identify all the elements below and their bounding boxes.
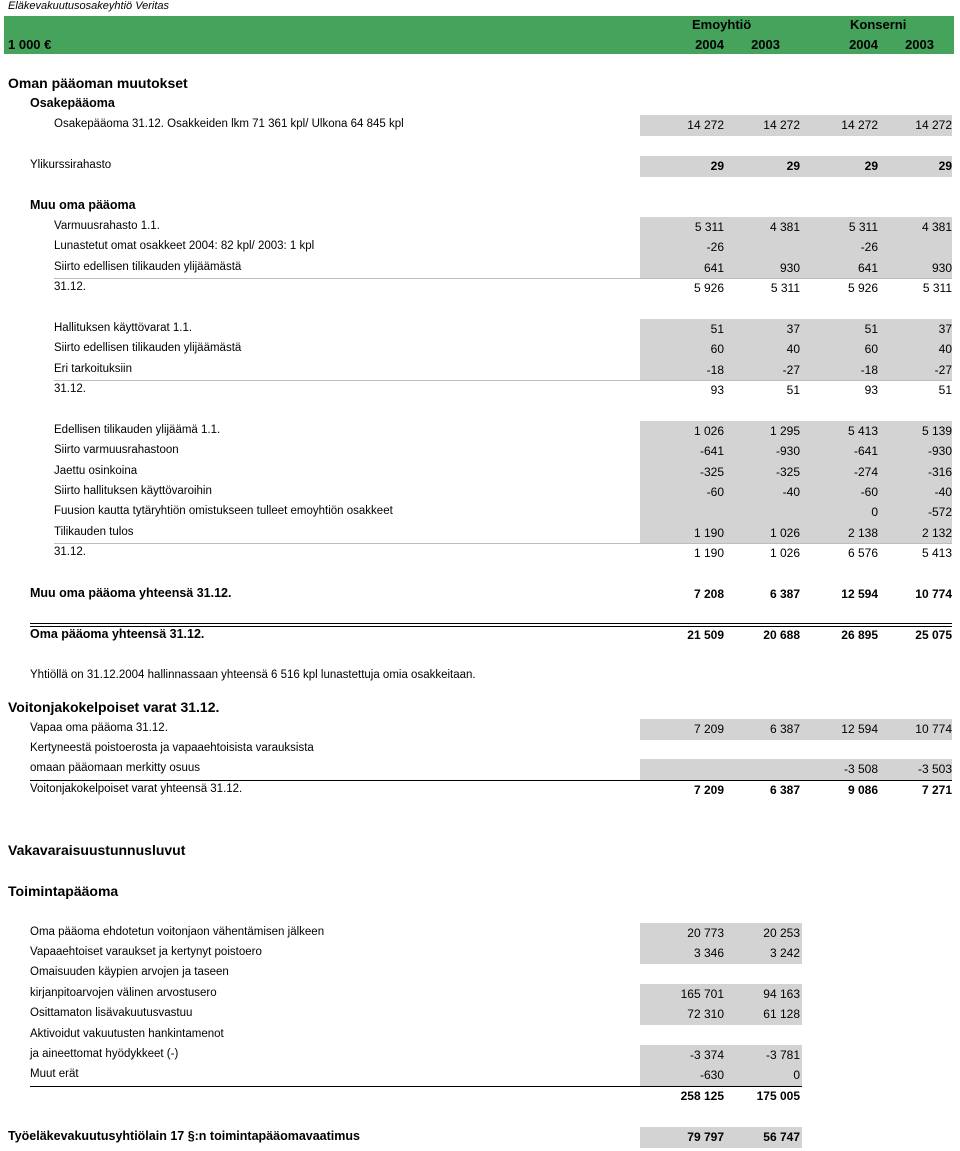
cell-value: -60 (706, 485, 724, 499)
cell-value: -572 (927, 505, 952, 520)
cell-value: -641 (699, 444, 724, 459)
subsection-label: Osakepääoma (30, 96, 115, 111)
row-label: Ylikurssirahasto (30, 158, 112, 171)
cell-value: 94 163 (763, 986, 800, 1001)
cell-value: 37 (938, 321, 952, 336)
header-group-band (4, 16, 954, 36)
subsection-label: Muu oma pääoma yhteensä 31.12. (30, 586, 232, 600)
cell-value: 20 253 (763, 925, 800, 940)
cell-value: 0 (871, 505, 878, 520)
cell-value: -930 (927, 444, 952, 459)
row-label: 31.12. (54, 281, 86, 293)
cell-value: 29 (864, 158, 878, 173)
row-label: Omaisuuden käypien arvojen ja taseen (30, 966, 229, 979)
table-row (0, 780, 960, 801)
cell-value: 26 895 (841, 627, 878, 642)
table-row (0, 196, 960, 217)
row-label: Osakepääoma 31.12. Osakkeiden lkm 71 361 kpl/ Ulkona 64 845 kpl (54, 117, 404, 130)
cell-value: -641 (853, 444, 878, 459)
subsection-label: Oma pääoma yhteensä 31.12. (30, 626, 205, 641)
cell-value: 14 272 (687, 117, 724, 132)
table-row (0, 380, 960, 401)
cell-value: 3 346 (693, 946, 724, 961)
row-label: Fuusion kautta tytäryhtiön omistukseen tulleet emoyhtiön osakkeet (54, 505, 393, 518)
table-row (0, 841, 960, 862)
row-label: 31.12. (54, 383, 86, 395)
table-row (0, 719, 960, 740)
cell-value: -3 781 (765, 1048, 800, 1063)
cell-value: 6 387 (769, 721, 800, 736)
row-label: Eri tarkoituksiin (54, 362, 132, 375)
cell-value: 641 (703, 260, 724, 275)
cell-value: -26 (706, 240, 724, 255)
cell-value: 1 295 (769, 423, 800, 438)
table-row (0, 963, 960, 984)
subsection-label: Työeläkevakuutusyhtiölain 17 §:n toimintapääomavaatimus (8, 1128, 360, 1143)
row-label: Varmuusrahasto 1.1. (54, 219, 160, 232)
company-name: Eläkevakuutusosakeyhtiö Veritas (8, 0, 170, 12)
value-shade (640, 759, 952, 780)
row-label: ja aineettomat hyödykkeet (-) (30, 1048, 179, 1061)
table-row (0, 739, 960, 760)
cell-value: 2 132 (921, 525, 952, 540)
cell-value: -27 (782, 362, 800, 377)
table-row (0, 115, 960, 136)
cell-value: 4 381 (921, 219, 952, 234)
cell-value: 40 (786, 342, 800, 357)
row-label: Hallituksen käyttövarat 1.1. (54, 321, 193, 334)
table-row (0, 943, 960, 964)
row-label: Vapaaehtoiset varaukset ja kertynyt poistoero (30, 946, 262, 959)
section-heading: Toimintapääoma (8, 882, 119, 899)
cell-value: 5 926 (847, 281, 878, 295)
cell-value: 1 026 (769, 546, 800, 561)
cell-value: 6 387 (769, 782, 800, 797)
cell-value: -316 (927, 464, 952, 479)
cell-value: 5 311 (848, 219, 878, 234)
cell-value: 7 208 (693, 587, 724, 601)
cell-value: -3 374 (689, 1048, 724, 1063)
value-shade (640, 237, 952, 258)
cell-value: -27 (934, 362, 952, 377)
row-label: Yhtiöllä on 31.12.2004 hallinnassaan yhteensä 6 516 kpl lunastettuja omia osakkeitaan. (30, 668, 476, 681)
cell-value: 10 774 (915, 721, 952, 736)
row-label: Aktivoidut vakuutusten hankintamenot (30, 1027, 224, 1040)
cell-value: 12 594 (841, 587, 878, 601)
section-heading: Voitonjakokelpoiset varat 31.12. (8, 699, 220, 716)
table-row (0, 759, 960, 780)
cell-value: 3 242 (769, 946, 800, 961)
cell-value: -930 (775, 444, 800, 459)
table-row (0, 156, 960, 177)
cell-value: 4 381 (769, 219, 800, 234)
unit-label: 1 000 € (8, 37, 52, 52)
cell-value: 5 311 (922, 281, 952, 295)
cell-value: 5 139 (921, 423, 952, 438)
table-row (0, 462, 960, 483)
double-total-line (30, 623, 952, 624)
table-row (0, 1086, 960, 1107)
year-group-2003: 2003 (905, 37, 934, 52)
subtotal-line (54, 278, 952, 279)
cell-value: 5 311 (770, 281, 800, 295)
total-line (30, 1086, 802, 1087)
row-label: omaan pääomaan merkitty osuus (30, 762, 201, 775)
cell-value: 930 (931, 260, 952, 275)
table-row (0, 1025, 960, 1046)
cell-value: 165 701 (680, 986, 724, 1001)
cell-value: -40 (782, 485, 800, 499)
table-row (0, 441, 960, 462)
cell-value: -325 (699, 464, 724, 479)
table-row (0, 584, 960, 605)
cell-value: 5 926 (693, 281, 724, 295)
cell-value: 9 086 (847, 782, 878, 797)
cell-value: 930 (779, 260, 800, 275)
row-label: 31.12. (54, 546, 86, 559)
row-label: Oma pääoma ehdotetun voitonjaon vähentämisen jälkeen (30, 925, 325, 938)
cell-value: 10 774 (915, 587, 952, 601)
year-parent-2003: 2003 (751, 37, 780, 52)
header-year-band (4, 36, 954, 54)
cell-value: 61 128 (763, 1007, 800, 1022)
table-row (0, 217, 960, 238)
cell-value: -3 508 (843, 762, 878, 777)
row-label: Siirto edellisen tilikauden ylijäämästä (54, 260, 242, 273)
cell-value: 25 075 (915, 627, 952, 642)
cell-value: 51 (786, 383, 800, 397)
subtotal-line (54, 380, 952, 381)
cell-value: -274 (853, 464, 878, 479)
table-row (0, 1045, 960, 1066)
cell-value: 72 310 (687, 1007, 724, 1022)
cell-value: 175 005 (756, 1088, 800, 1103)
subtotal-line (54, 543, 952, 544)
year-group-2004: 2004 (849, 37, 878, 52)
row-label: kirjanpitoarvojen välinen arvostusero (30, 986, 217, 999)
value-shade (640, 502, 952, 523)
cell-value: 6 576 (847, 546, 878, 561)
table-row (0, 319, 960, 340)
cell-value: 93 (710, 383, 724, 397)
table-row (0, 698, 960, 719)
table-row (0, 984, 960, 1005)
cell-value: -18 (860, 362, 878, 377)
row-label: Muut erät (30, 1068, 79, 1081)
total-line (30, 780, 952, 781)
row-label: Edellisen tilikauden ylijäämä 1.1. (54, 423, 221, 436)
cell-value: 5 311 (694, 219, 724, 234)
row-label: Vapaa oma pääoma 31.12. (30, 721, 168, 734)
cell-value: 641 (857, 260, 878, 275)
table-row (0, 74, 960, 95)
cell-value: 79 797 (687, 1129, 724, 1144)
table-row (0, 237, 960, 258)
table-row (0, 502, 960, 523)
section-heading: Oman pääoman muutokset (8, 75, 188, 91)
table-row (0, 482, 960, 503)
row-label: Jaettu osinkoina (54, 464, 138, 477)
cell-value: 29 (710, 158, 724, 173)
table-row (0, 1004, 960, 1025)
table-row (0, 523, 960, 544)
cell-value: 14 272 (841, 117, 878, 132)
cell-value: 51 (710, 321, 724, 336)
cell-value: -325 (775, 464, 800, 479)
cell-value: 29 (786, 158, 800, 173)
group-consolidated-label: Konserni (850, 17, 907, 32)
cell-value: 93 (864, 383, 878, 397)
cell-value: 7 271 (921, 782, 952, 797)
cell-value: 29 (938, 158, 952, 173)
table-row (0, 625, 960, 646)
table-row (0, 360, 960, 381)
cell-value: -3 503 (917, 762, 952, 777)
table-row (0, 339, 960, 360)
row-label: Tilikauden tulos (54, 525, 134, 538)
cell-value: -40 (934, 485, 952, 499)
subsection-label: Muu oma pääoma (30, 198, 136, 213)
cell-value: -18 (706, 362, 724, 377)
cell-value: 12 594 (841, 721, 878, 736)
cell-value: 5 413 (921, 546, 952, 561)
cell-value: 14 272 (763, 117, 800, 132)
table-row (0, 543, 960, 564)
cell-value: 1 190 (693, 546, 724, 561)
cell-value: 14 272 (915, 117, 952, 132)
table-row (0, 258, 960, 279)
cell-value: -60 (860, 485, 878, 499)
cell-value: 51 (938, 383, 952, 397)
cell-value: 1 026 (693, 423, 724, 438)
cell-value: 1 026 (769, 525, 800, 540)
cell-value: 56 747 (763, 1129, 800, 1144)
cell-value: 60 (710, 342, 724, 357)
cell-value: 0 (793, 1068, 800, 1083)
row-label: Siirto varmuusrahastoon (54, 444, 179, 457)
cell-value: 258 125 (680, 1088, 724, 1103)
cell-value: 20 688 (763, 627, 800, 642)
cell-value: -26 (860, 240, 878, 255)
cell-value: 5 413 (847, 423, 878, 438)
table-row (0, 1127, 960, 1148)
cell-value: 37 (786, 321, 800, 336)
cell-value: 7 209 (693, 721, 724, 736)
table-row (0, 666, 960, 687)
row-label: Siirto edellisen tilikauden ylijäämästä (54, 342, 242, 355)
row-label: Siirto hallituksen käyttövaroihin (54, 485, 212, 497)
cell-value: -630 (699, 1068, 724, 1083)
table-row (0, 882, 960, 903)
cell-value: 51 (864, 321, 878, 336)
row-label: Kertyneestä poistoerosta ja vapaaehtoisista varauksista (30, 742, 314, 755)
table-row (0, 421, 960, 442)
cell-value: 21 509 (687, 627, 724, 642)
cell-value: 2 138 (847, 525, 878, 540)
row-label: Lunastetut omat osakkeet 2004: 82 kpl/ 2003: 1 kpl (54, 240, 315, 253)
table-row (0, 278, 960, 299)
group-parent-label: Emoyhtiö (692, 17, 752, 32)
row-label: Osittamaton lisävakuutusvastuu (30, 1007, 193, 1020)
table-row (0, 923, 960, 944)
row-label: Voitonjakokelpoiset varat yhteensä 31.12. (30, 782, 243, 795)
cell-value: 7 209 (693, 782, 724, 797)
cell-value: 1 190 (693, 525, 724, 540)
cell-value: 40 (938, 342, 952, 357)
table-row (0, 94, 960, 115)
cell-value: 6 387 (769, 587, 800, 601)
year-parent-2004: 2004 (695, 37, 724, 52)
cell-value: 60 (864, 342, 878, 357)
table-row (0, 1065, 960, 1086)
cell-value: 20 773 (687, 925, 724, 940)
section-heading: Vakavaraisuustunnusluvut (8, 842, 186, 859)
